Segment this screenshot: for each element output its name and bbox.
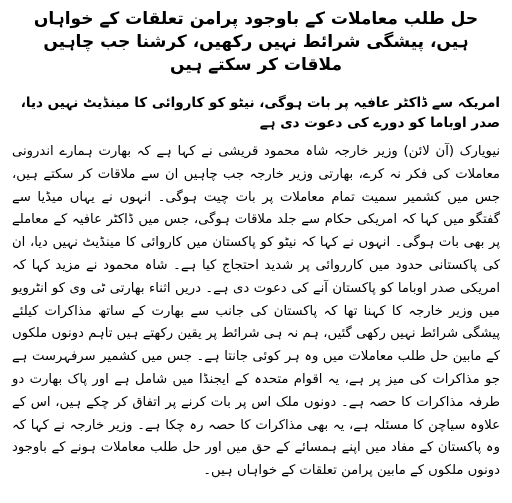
headline: حل طلب معاملات کے باوجود پرامن تعلقات کے خواہاں ہیں، پیشگی شرائط نہیں رکھیں، کرشنا جب چاہیں ملاقات کر سکتے ہیں: [33, 9, 479, 75]
article-body: نیویارک (آن لائن) وزیر خارجہ شاہ محمود قریشی نے کہا ہے کہ بھارت ہمارے اندرونی معاملات کی فکر نہ کرے، بھارتی وزیر خارجہ جب چاہیں ان سے ملاقات کر سکتے ہیں، جس میں کشمیر سمیت تمام معاملات پر بات چیت ہوگی۔ انہوں نے یہاں میڈیا سے گفتگو میں کہا کہ امریکی حکام سے جلد ملاقات ہوگی، جس میں ڈاکٹر عافیہ کے معاملے پر بھی بات ہوگی۔ انہوں نے کہا کہ نیٹو کو پاکستان میں کاروائی کا مینڈیٹ نہیں دیا، ان کی پاکستانی حدود میں کارروائی پر شدید احتجاج کیا ہے۔ شاہ محمود نے مزید کہا کہ امریکی صدر اوباما کو پاکستان آنے کی دعوت دی ہے۔ دریں اثناء بھارتی ٹی وی کو انٹرویو میں وزیر خارجہ کا کہنا تھا کہ پاکستان کی جانب سے بھارت کے ساتھ مذاکرات کیلئے پیشگی شرائط نہیں رکھی گئیں، ہم نہ ہی شرائط پر یقین رکھتے ہیں تاہم دونوں ملکوں کے مابین حل طلب معاملات میں وہ ہر کوئی جانتا ہے۔ جس میں کشمیر سرفہرست ہے جو مذاکرات کی میز پر ہے، یہ اقوام متحدہ کے ایجنڈا میں شامل ہے اور پاک بھارت دو طرفہ مذاکرات کا حصہ ہے۔ دونوں ملک اس پر بات کرنے پر اتفاق کر چکے ہیں، اس کے علاوہ سیاچن کا مسئلہ ہے، یہ بھی مذاکرات کا حصہ رہ چکا ہے۔ وزیر خارجہ نے کہا کہ وہ پاکستان کے مفاد میں اپنے ہمسائے کے حق میں اور حل طلب معاملات ہونے کے باوجود دونوں ملکوں کے مابین پرامن تعلقات کے خواہاں ہیں۔: [12, 144, 500, 479]
subheadline: امریکہ سے ڈاکٹر عافیہ پر بات ہوگی، نیٹو کو کاروائی کا مینڈیٹ نہیں دیا، صدر اوباما کو دورے کی دعوت دی ہے: [20, 95, 500, 131]
